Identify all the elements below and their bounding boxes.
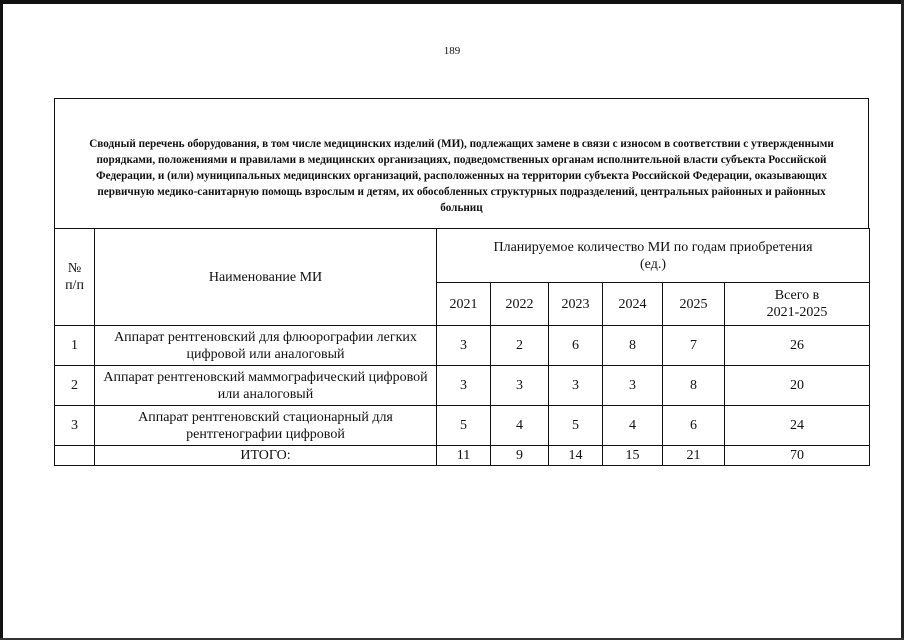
document-title: Сводный перечень оборудования, в том числе медицинских изделий (МИ), подлежащих замене в связи с износом в соответствии с утвержденными порядками, положениями и правилами в медицинских организациях, подведомственных органам исполнительной власти субъекта Российской Федерации, и (или) муниципальных медицинских организаций, расположенных на территории субъекта Российской Федерации, оказывающих первичную медико-санитарную помощь взрослым и детям, их обособленных структурных подразделений, центральных районных и районных больниц (89, 137, 834, 214)
row-value: 3 (491, 366, 549, 406)
header-num-label: № п/п (65, 261, 84, 293)
summary-row (55, 446, 870, 466)
row-value: 3 (437, 366, 491, 406)
row-value: 3 (549, 366, 603, 406)
title-box (54, 98, 869, 229)
row-name: Аппарат рентгеновский для флюорографии легких цифровой или аналоговый (95, 326, 437, 366)
row-value: 5 (437, 406, 491, 446)
row-value: 3 (437, 326, 491, 366)
row-value: 3 (603, 366, 663, 406)
table-row (55, 326, 870, 366)
header-year: 2024 (603, 283, 663, 326)
row-value: 8 (603, 326, 663, 366)
row-value: 6 (663, 406, 725, 446)
row-value: 8 (663, 366, 725, 406)
header-planned (437, 229, 870, 283)
row-value: 5 (549, 406, 603, 446)
header-year: 2023 (549, 283, 603, 326)
row-total: 26 (725, 326, 870, 366)
scan-edge-left (0, 0, 3, 640)
summary-value: 9 (491, 446, 549, 466)
header-num (55, 229, 95, 326)
table-row (55, 366, 870, 406)
header-name-label: Наименование МИ (208, 269, 323, 285)
row-value: 4 (603, 406, 663, 446)
row-value: 6 (549, 326, 603, 366)
summary-num-cell (55, 446, 95, 466)
row-num: 1 (55, 326, 95, 366)
header-year: 2025 (663, 283, 725, 326)
summary-value: 14 (549, 446, 603, 466)
summary-value: 21 (663, 446, 725, 466)
header-total (725, 283, 870, 326)
row-value: 7 (663, 326, 725, 366)
summary-value: 11 (437, 446, 491, 466)
header-total-label: Всего в 2021-2025 (766, 288, 828, 320)
row-num: 3 (55, 406, 95, 446)
equipment-table (54, 228, 870, 466)
page-number: 189 (443, 45, 461, 57)
header-name (95, 229, 437, 326)
row-value: 4 (491, 406, 549, 446)
summary-value: 15 (603, 446, 663, 466)
table-row (55, 406, 870, 446)
summary-total: 70 (725, 446, 870, 466)
header-year: 2022 (491, 283, 549, 326)
row-name: Аппарат рентгеновский стационарный для рентгенографии цифровой (95, 406, 437, 446)
header-row-1 (55, 229, 870, 283)
scan-edge-top (0, 0, 904, 4)
row-num: 2 (55, 366, 95, 406)
header-planned-label: Планируемое количество МИ по годам приобретения (ед.) (493, 239, 813, 272)
header-year: 2021 (437, 283, 491, 326)
row-total: 20 (725, 366, 870, 406)
row-value: 2 (491, 326, 549, 366)
row-total: 24 (725, 406, 870, 446)
summary-label: ИТОГО: (95, 446, 437, 466)
row-name: Аппарат рентгеновский маммографический цифровой или аналоговый (95, 366, 437, 406)
